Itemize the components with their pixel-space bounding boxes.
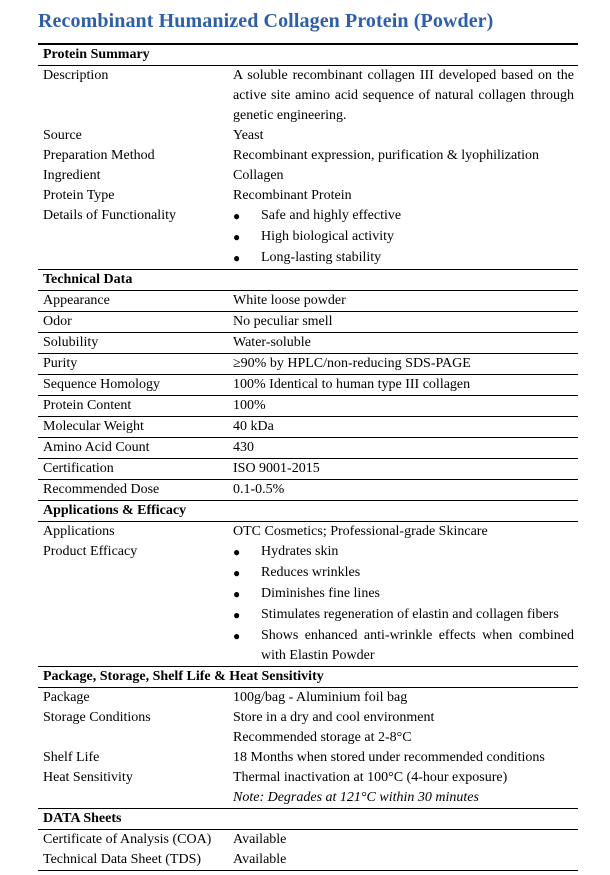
- table-row: [38, 354, 578, 375]
- row-label: Heat Sensitivity: [43, 770, 133, 785]
- row-value: 0.1-0.5%: [233, 482, 285, 497]
- row-value: 18 Months when stored under recommended conditions: [233, 750, 545, 765]
- row-label: Storage Conditions: [43, 710, 151, 725]
- storage-line-1: Store in a dry and cool environment: [233, 710, 435, 725]
- table-row: [38, 417, 578, 438]
- row-label: Protein Content: [43, 398, 132, 413]
- row-label: Certification: [43, 461, 114, 476]
- section-data-sheets: DATA Sheets: [38, 809, 578, 830]
- row-value: [233, 708, 578, 748]
- bullet-icon: [233, 542, 261, 563]
- row-label: Purity: [43, 356, 78, 371]
- list-item: ● Diminishes fine lines: [233, 584, 574, 605]
- row-label: Preparation Method: [43, 148, 155, 163]
- table-row: [38, 396, 578, 417]
- row-preparation-method: [38, 146, 578, 166]
- heat-note: Note: Degrades at 121°C within 30 minutes: [233, 790, 479, 805]
- row-label: Product Efficacy: [43, 544, 138, 559]
- row-heat-sensitivity: [38, 768, 578, 809]
- list-item: ● Long-lasting stability: [233, 248, 574, 269]
- row-label: Shelf Life: [43, 750, 100, 765]
- row-value: [233, 542, 578, 666]
- section-applications-efficacy: Applications & Efficacy: [38, 501, 578, 522]
- row-value: 430: [233, 440, 254, 455]
- list-item: ● Stimulates regeneration of elastin and collagen fibers: [233, 605, 574, 626]
- row-value: [233, 768, 578, 808]
- row-coa: [38, 830, 578, 850]
- row-value: Recombinant Protein: [233, 188, 352, 203]
- row-label: Solubility: [43, 335, 99, 350]
- row-value: OTC Cosmetics; Professional-grade Skincare: [233, 524, 488, 539]
- row-source: [38, 126, 578, 146]
- bullet-icon: [233, 605, 261, 626]
- bullet-icon: [233, 563, 261, 584]
- row-label: Source: [43, 128, 82, 143]
- row-value: 100g/bag - Aluminium foil bag: [233, 690, 408, 705]
- table-row: [38, 459, 578, 480]
- row-value: 40 kDa: [233, 419, 274, 434]
- row-value: Yeast: [233, 128, 264, 143]
- row-label: Molecular Weight: [43, 419, 144, 434]
- row-product-efficacy: [38, 542, 578, 667]
- row-label: Odor: [43, 314, 72, 329]
- row-value: No peculiar smell: [233, 314, 333, 329]
- bullet-icon: [233, 584, 261, 605]
- row-value: ≥90% by HPLC/non-reducing SDS-PAGE: [233, 356, 471, 371]
- table-row: [38, 312, 578, 333]
- row-description: [38, 66, 578, 126]
- row-label: Sequence Homology: [43, 377, 161, 392]
- section-technical-data: Technical Data: [38, 270, 578, 291]
- table-row: [38, 438, 578, 459]
- row-value: Recombinant expression, purification & lyophilization: [233, 148, 539, 163]
- row-value: Water-soluble: [233, 335, 311, 350]
- row-label: Recommended Dose: [43, 482, 160, 497]
- row-ingredient: [38, 166, 578, 186]
- row-protein-type: [38, 186, 578, 206]
- bullet-icon: [233, 206, 261, 227]
- row-value: White loose powder: [233, 293, 346, 308]
- row-value: Available: [233, 852, 287, 867]
- list-item: ● High biological activity: [233, 227, 574, 248]
- list-item: ● Hydrates skin: [233, 542, 574, 563]
- row-shelf-life: [38, 748, 578, 768]
- efficacy-list: [233, 542, 574, 666]
- bullet-icon: [233, 626, 261, 666]
- row-label: Description: [43, 68, 109, 83]
- section-protein-summary: Protein Summary: [38, 45, 578, 66]
- row-value: Available: [233, 832, 287, 847]
- row-functionality: [38, 206, 578, 270]
- heat-line-1: Thermal inactivation at 100°C (4-hour exposure): [233, 770, 508, 785]
- row-storage-conditions: [38, 708, 578, 748]
- storage-line-2: Recommended storage at 2-8°C: [233, 730, 412, 745]
- bullet-icon: [233, 248, 261, 269]
- row-label: Certificate of Analysis (COA): [43, 832, 212, 847]
- row-label: Protein Type: [43, 188, 115, 203]
- row-package: [38, 688, 578, 708]
- row-value: [233, 206, 578, 269]
- list-item: ● Reduces wrinkles: [233, 563, 574, 584]
- row-value: 100%: [233, 398, 266, 413]
- page-title: Recombinant Humanized Collagen Protein (Powder): [38, 10, 494, 32]
- row-applications: [38, 522, 578, 542]
- row-label: Ingredient: [43, 168, 101, 183]
- table-row: [38, 375, 578, 396]
- table-row: [38, 291, 578, 312]
- row-value: ISO 9001-2015: [233, 461, 320, 476]
- row-label: Technical Data Sheet (TDS): [43, 852, 202, 867]
- datasheet-table: [38, 43, 578, 871]
- functionality-list: [233, 206, 574, 269]
- row-tds: [38, 850, 578, 871]
- row-label: Appearance: [43, 293, 110, 308]
- row-label: Package: [43, 690, 90, 705]
- row-value: 100% Identical to human type III collagen: [233, 377, 471, 392]
- row-label: Applications: [43, 524, 115, 539]
- list-item: ● Safe and highly effective: [233, 206, 574, 227]
- row-label: Details of Functionality: [43, 208, 176, 223]
- table-row: [38, 480, 578, 501]
- list-item: ● Shows enhanced anti-wrinkle effects when combined with Elastin Powder: [233, 626, 574, 666]
- bullet-icon: [233, 227, 261, 248]
- section-package-storage: Package, Storage, Shelf Life & Heat Sensitivity: [38, 667, 578, 688]
- row-value: A soluble recombinant collagen III developed based on the active site amino acid sequence of natural collagen through genetic engineering.: [233, 68, 574, 123]
- table-row: [38, 333, 578, 354]
- row-label: Amino Acid Count: [43, 440, 150, 455]
- row-value: Collagen: [233, 168, 284, 183]
